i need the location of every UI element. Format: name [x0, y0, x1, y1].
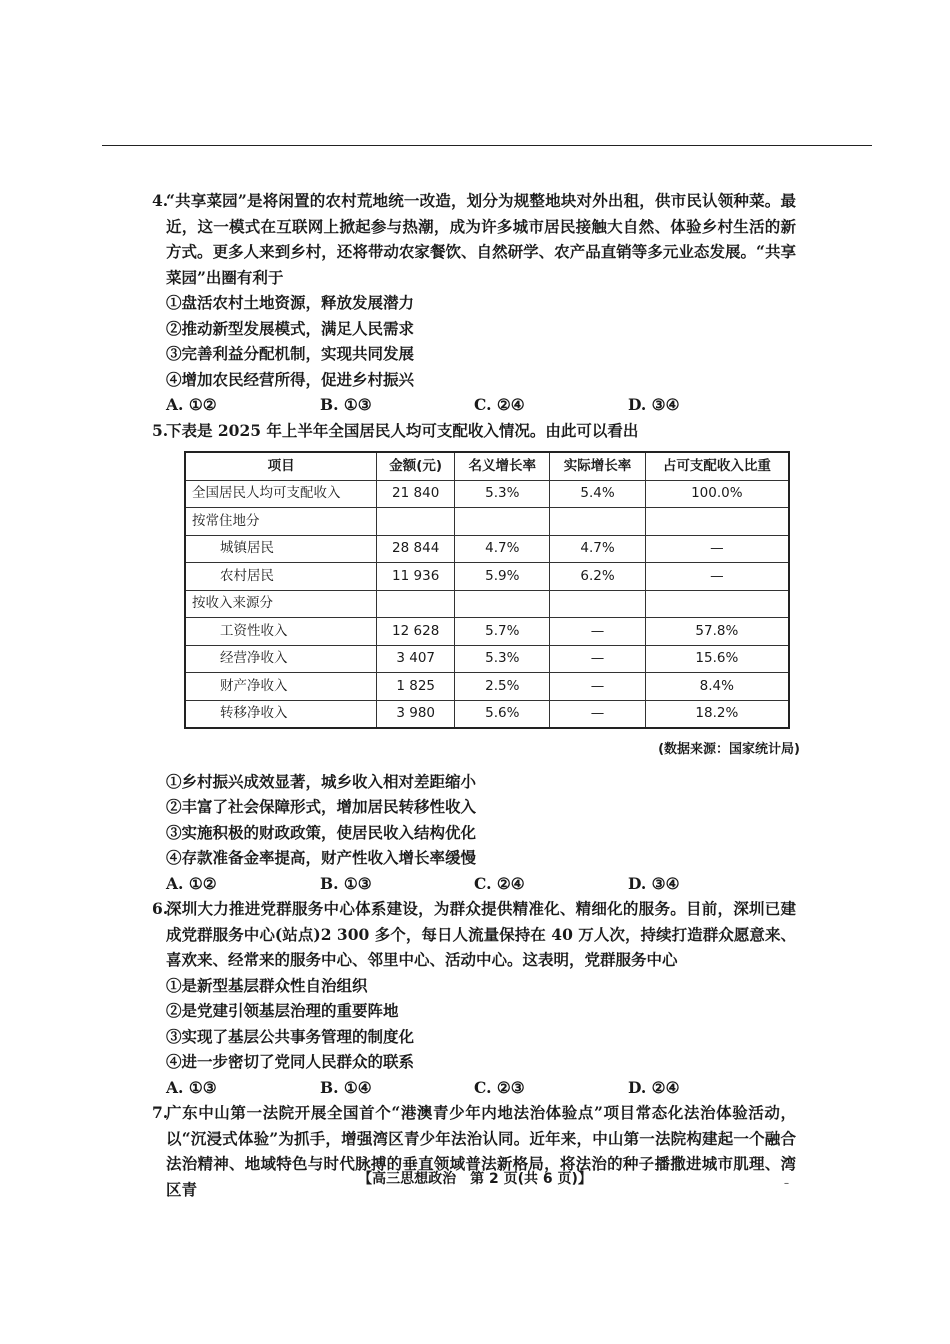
choice-a: A. ①③ [166, 1077, 217, 1097]
choice-a: A. ①② [166, 395, 217, 414]
table-cell: — [550, 645, 645, 673]
table-cell: 6.2% [550, 563, 645, 591]
table-cell: — [645, 563, 789, 591]
table-row [185, 700, 789, 728]
question-number: 4. [152, 191, 169, 210]
question-5 [152, 418, 800, 897]
table-cell [550, 508, 645, 536]
data-source-note: (数据来源：国家统计局) [658, 742, 800, 757]
table-cell: 全国居民人均可支配收入 [185, 480, 377, 508]
question-number: 6. [152, 899, 169, 918]
option-3: ③实现了基层公共事务管理的制度化 [166, 1026, 415, 1046]
table-cell [645, 508, 789, 536]
option-3: ③完善利益分配机制，实现共同发展 [166, 344, 415, 363]
page-footer: 【高三思想政治 第 2 页(共 6 页)】 [358, 1171, 592, 1187]
choice-c: C. ②④ [474, 395, 525, 414]
table-cell: 经营净收入 [185, 645, 377, 673]
question-stem: “共享菜园”是将闲置的农村荒地统一改造，划分为规整地块对外出租，供市民认领种菜。最近，这一模式在互联网上掀起参与热潮，成为许多城市居民接触大自然、体验乡村生活的新方式。更多人来到乡村，还将带动农家餐饮、自然研学、农产品直销等多元业态发展。“共享菜园”出圈有利于 [166, 191, 796, 287]
table-cell: 工资性收入 [185, 618, 377, 646]
table-cell: 15.6% [645, 645, 789, 673]
table-cell: 57.8% [645, 618, 789, 646]
table-row [185, 645, 789, 673]
table-row [185, 535, 789, 563]
question-stem: 深圳大力推进党群服务中心体系建设，为群众提供精准化、精细化的服务。目前，深圳已建成党群服务中心(站点)2 300 多个，每日人流量保持在 40 万人次，持续打造群众愿意来、喜欢来、经常来的服务中心、邻里中心、活动中心。这表明，党群服务中心 [166, 899, 796, 969]
answer-choices [166, 392, 796, 418]
table-cell [455, 590, 550, 618]
choice-b: B. ①③ [320, 873, 372, 893]
table-cell: 1 825 [377, 673, 455, 701]
option-2: ②丰富了社会保障形式，增加居民转移性收入 [166, 797, 477, 816]
question-4 [152, 188, 796, 418]
option-3: ③实施积极的财政政策，使居民收入结构优化 [166, 822, 477, 842]
table-cell [550, 590, 645, 618]
option-1: ①是新型基层群众性自治组织 [166, 975, 368, 995]
table-row [185, 618, 789, 646]
table-cell: 4.7% [455, 535, 550, 563]
answer-choices [166, 1075, 796, 1101]
question-6 [152, 896, 796, 1100]
choice-a: A. ①② [166, 873, 217, 893]
header-cell: 项目 [185, 452, 377, 480]
choice-b: B. ①④ [320, 1077, 372, 1097]
table-cell: 农村居民 [185, 563, 377, 591]
answer-choices [166, 871, 796, 897]
question-number: 7. [152, 1103, 169, 1122]
header-cell: 实际增长率 [550, 452, 645, 480]
option-2: ②推动新型发展模式，满足人民需求 [166, 318, 415, 338]
table-cell: 2.5% [455, 673, 550, 701]
table-cell: 5.3% [455, 480, 550, 508]
table-cell: 按收入来源分 [185, 590, 377, 618]
table-cell: 12 628 [377, 618, 455, 646]
table-cell: 21 840 [377, 480, 455, 508]
table-cell: 8.4% [645, 673, 789, 701]
choice-c: C. ②③ [474, 1077, 525, 1097]
table-cell: — [645, 535, 789, 563]
table-cell: 5.4% [550, 480, 645, 508]
footer-mark: – [784, 1178, 789, 1189]
table-cell: 城镇居民 [185, 535, 377, 563]
table-cell: 11 936 [377, 563, 455, 591]
table-cell: 5.6% [455, 700, 550, 728]
table-cell [645, 590, 789, 618]
table-cell: 4.7% [550, 535, 645, 563]
table-row [185, 480, 789, 508]
question-number: 5. [152, 420, 169, 440]
table-cell: — [550, 673, 645, 701]
table-row [185, 563, 789, 591]
table-cell: 3 980 [377, 700, 455, 728]
table-cell: 按常住地分 [185, 508, 377, 536]
option-1: ①盘活农村土地资源，释放发展潜力 [166, 293, 415, 312]
option-4: ④进一步密切了党同人民群众的联系 [166, 1052, 415, 1071]
table-cell: — [550, 618, 645, 646]
option-1: ①乡村振兴成效显著，城乡收入相对差距缩小 [166, 771, 477, 791]
choice-b: B. ①③ [320, 395, 372, 414]
table-cell: 转移净收入 [185, 700, 377, 728]
choice-d: D. ③④ [628, 873, 680, 893]
question-stem: 下表是 2025 年上半年全国居民人均可支配收入情况。由此可以看出 [166, 420, 639, 440]
table-cell: 5.9% [455, 563, 550, 591]
header-cell: 金额(元) [377, 452, 455, 480]
top-rule [102, 145, 872, 146]
table-row [185, 590, 789, 618]
page-content [152, 188, 800, 1202]
table-cell: 财产净收入 [185, 673, 377, 701]
table-cell: 18.2% [645, 700, 789, 728]
income-table [184, 451, 790, 729]
table-cell: — [550, 700, 645, 728]
header-cell: 名义增长率 [455, 452, 550, 480]
table-row [185, 673, 789, 701]
table-header-row [185, 452, 789, 480]
table-cell: 3 407 [377, 645, 455, 673]
table-cell: 28 844 [377, 535, 455, 563]
table-cell: 5.7% [455, 618, 550, 646]
table-cell [377, 508, 455, 536]
table-cell: 100.0% [645, 480, 789, 508]
table-cell [377, 590, 455, 618]
choice-c: C. ②④ [474, 873, 525, 893]
choice-d: D. ③④ [628, 395, 680, 414]
option-2: ②是党建引领基层治理的重要阵地 [166, 1001, 399, 1020]
choice-d: D. ②④ [628, 1077, 680, 1097]
question-stem: 广东中山第一法院开展全国首个“港澳青少年内地法治体验点”项目常态化法治体验活动，以“沉浸式体验”为抓手，增强湾区青少年法治认同。近年来，中山第一法院构建起一个融合法治精神、地域特色与时代脉搏的垂直领域普法新格局，将法治的种子播撒进城市肌理、湾区青 [166, 1103, 796, 1199]
table-cell: 5.3% [455, 645, 550, 673]
option-4: ④存款准备金率提高，财产性收入增长率缓慢 [166, 848, 477, 867]
table-cell [455, 508, 550, 536]
table-row [185, 508, 789, 536]
option-4: ④增加农民经营所得，促进乡村振兴 [166, 369, 415, 389]
header-cell: 占可支配收入比重 [645, 452, 789, 480]
